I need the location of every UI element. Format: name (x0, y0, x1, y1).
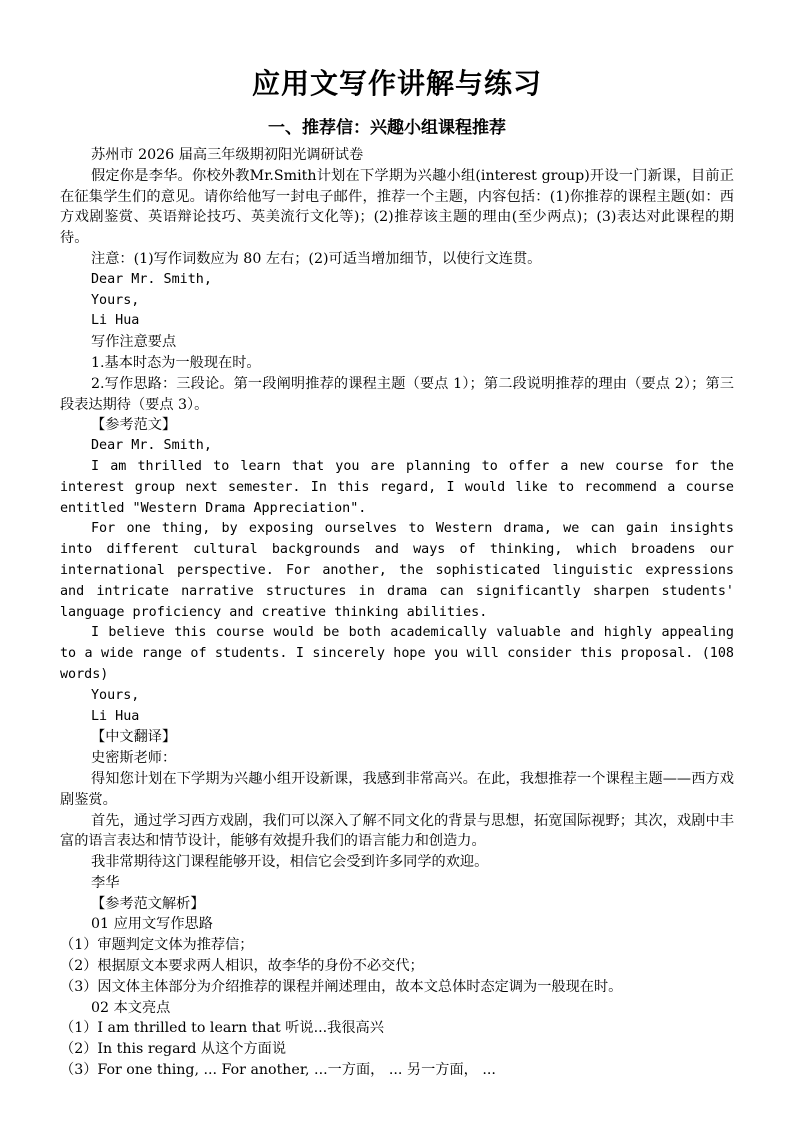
analysis-section-title: 02 本文亮点 (91, 999, 171, 1016)
points-item: 2.写作思路：三段论。第一段阐明推荐的课程主题（要点 1）；第二段说明推荐的理由（要点 2）；第三段表达期待（要点 3）。 (60, 375, 734, 413)
translation-paragraph: 首先，通过学习西方戏剧，我们可以深入了解不同文化的背景与思想，拓宽国际视野；其次，戏剧中丰富的语言表达和情节设计，能够有效提升我们的语言能力和创造力。 (60, 812, 734, 850)
section-subtitle: 一、推荐信：兴趣小组课程推荐 (268, 118, 506, 138)
page-title: 应用文写作讲解与练习 (251, 67, 542, 100)
analysis-item: （1）审题判定文体为推荐信； (60, 937, 254, 954)
sample-paragraph: I am thrilled to learn that you are planning to offer a new course for the interest group next semester. In this regard, I would like to recommend a course entitled "Western Drama Appreciation". (60, 458, 734, 516)
exam-source: 苏州市 2026 届高三年级期初阳光调研试卷 (91, 147, 364, 163)
highlight-item: （1）I am thrilled to learn that 听说...我很高兴 (60, 1020, 384, 1037)
points-item: 1.基本时态为一般现在时。 (91, 354, 261, 371)
translation-salutation: 史密斯老师： (91, 750, 177, 767)
sample-paragraph: I believe this course would be both academically valuable and highly appealing to a wide range of students. I sincerely hope you will consider this proposal. (108 words) (60, 625, 734, 682)
template-closing: Yours, (91, 292, 140, 308)
template-salutation: Dear Mr. Smith, (91, 271, 212, 287)
highlight-item: （3）For one thing, ... For another, ...一方面， ... 另一方面， ... (60, 1062, 496, 1079)
translation-heading: 【中文翻译】 (91, 729, 177, 746)
writing-prompt: 假定你是李华。你校外教Mr.Smith计划在下学期为兴趣小组(interest group)开设一门新课，目前正在征集学生们的意见。请你给他写一封电子邮件，推荐一个主题，内容包括：(1)你推荐的课程主题(如：西方戏剧鉴赏、英语辩论技巧、英美流行文化等)；(2)推荐该主题的理由(至少两点)；(3)表达对此课程的期待。 (60, 167, 734, 247)
highlight-item: （2）In this regard 从这个方面说 (60, 1041, 287, 1058)
translation-signature: 李华 (91, 874, 120, 891)
sample-paragraph: For one thing, by exposing ourselves to Western drama, we can gain insights into different cultural backgrounds and ways of thinking, which broadens our international perspective. For another, the sophisticated linguistic expressions and intricate narrative structures in drama can significantly sharpen students' language proficiency and creative thinking abilities. (60, 521, 734, 620)
sample-closing: Yours, (91, 687, 140, 703)
translation-paragraph: 得知您计划在下学期为兴趣小组开设新课，我感到非常高兴。在此，我想推荐一个课程主题——西方戏剧鉴赏。 (60, 770, 734, 808)
document-body (60, 145, 734, 1081)
template-signature: Li Hua (91, 313, 140, 329)
analysis-heading: 【参考范文解析】 (91, 895, 205, 912)
sample-heading: 【参考范文】 (91, 417, 177, 434)
sample-signature: Li Hua (91, 708, 140, 724)
analysis-section-title: 01 应用文写作思路 (91, 916, 213, 933)
analysis-item: （3）因文体主体部分为介绍推荐的课程并阐述理由，故本文总体时态定调为一般现在时。 (60, 978, 623, 995)
writing-note: 注意：(1)写作词数应为 80 左右；(2)可适当增加细节，以使行文连贯。 (91, 250, 542, 267)
sample-salutation: Dear Mr. Smith, (91, 438, 212, 454)
points-heading: 写作注意要点 (91, 334, 177, 351)
translation-paragraph: 我非常期待这门课程能够开设，相信它会受到许多同学的欢迎。 (91, 854, 489, 871)
analysis-item: （2）根据原文本要求两人相识，故李华的身份不必交代； (60, 958, 424, 975)
